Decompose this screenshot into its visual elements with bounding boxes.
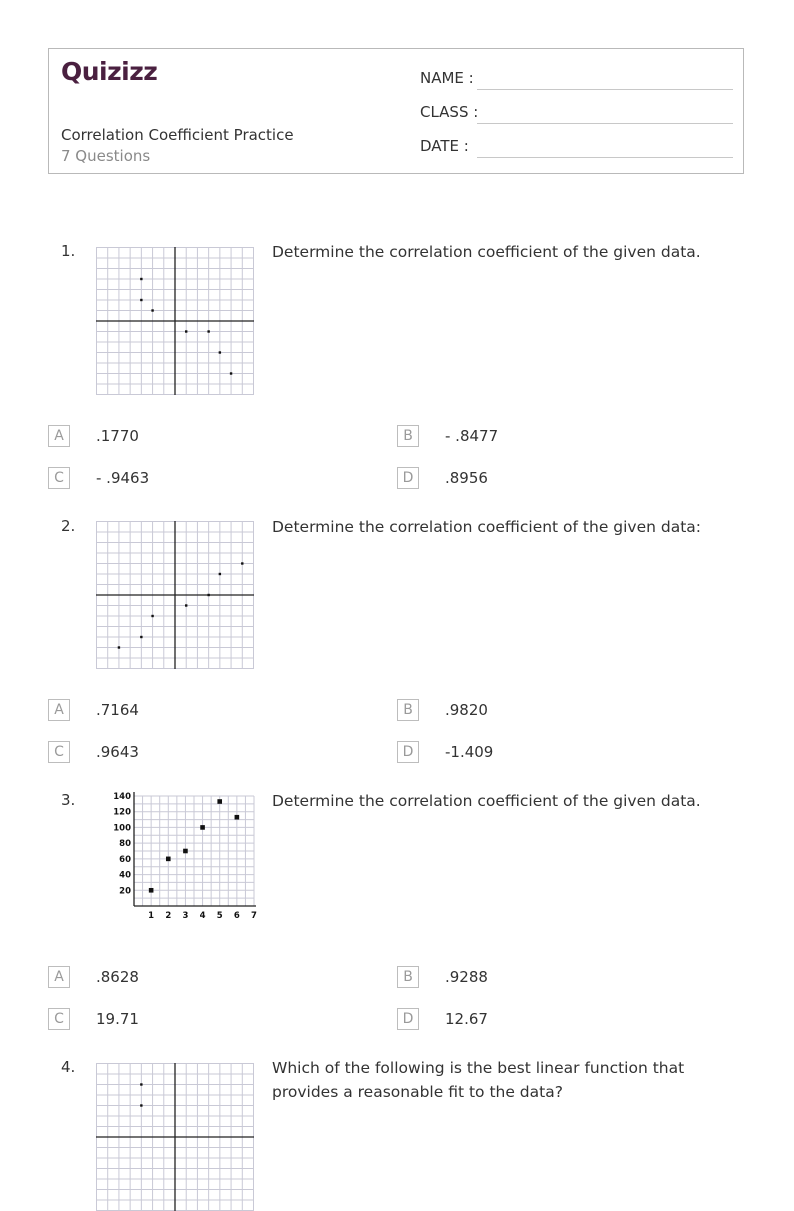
q1-option-b-text: - .8477 bbox=[445, 427, 499, 445]
q2-option-c-box[interactable]: C bbox=[48, 741, 70, 763]
question-1-number: 1. bbox=[61, 242, 76, 260]
y-tick-label: 60 bbox=[119, 854, 131, 865]
data-point bbox=[149, 888, 154, 893]
question-3-text: Determine the correlation coefficient of the given data. bbox=[272, 792, 701, 810]
question-count: 7 Questions bbox=[61, 147, 151, 165]
data-point bbox=[140, 636, 142, 638]
data-point bbox=[140, 299, 142, 301]
question-4-number: 4. bbox=[61, 1058, 76, 1076]
data-point bbox=[118, 646, 120, 648]
data-point bbox=[183, 849, 188, 854]
question-3-graph bbox=[104, 788, 260, 928]
name-label: NAME : bbox=[420, 69, 474, 87]
data-point bbox=[140, 1104, 142, 1106]
q1-option-c-box[interactable]: C bbox=[48, 467, 70, 489]
class-line bbox=[477, 123, 733, 124]
q3-option-a-box[interactable]: A bbox=[48, 966, 70, 988]
q3-option-b-box[interactable]: B bbox=[397, 966, 419, 988]
data-point bbox=[140, 278, 142, 280]
x-tick-label: 6 bbox=[233, 911, 240, 921]
question-2-number: 2. bbox=[61, 517, 76, 535]
data-point bbox=[217, 799, 222, 804]
q2-option-a-box[interactable]: A bbox=[48, 699, 70, 721]
q2-option-c-text: .9643 bbox=[96, 743, 139, 761]
question-1-text: Determine the correlation coefficient of the given data. bbox=[272, 243, 701, 261]
data-point bbox=[207, 330, 209, 332]
quizizz-logo: Quizizz bbox=[61, 57, 158, 86]
x-tick-label: 4 bbox=[199, 911, 206, 921]
date-label: DATE : bbox=[420, 137, 469, 155]
x-tick-label: 2 bbox=[165, 911, 172, 921]
x-tick-label: 3 bbox=[182, 911, 189, 921]
q1-option-a-text: .1770 bbox=[96, 427, 139, 445]
x-tick-label: 1 bbox=[148, 911, 155, 921]
data-point bbox=[235, 815, 240, 820]
data-point bbox=[200, 825, 205, 830]
q3-option-c-box[interactable]: C bbox=[48, 1008, 70, 1030]
question-4-graph bbox=[96, 1063, 254, 1211]
question-1-graph bbox=[96, 247, 254, 395]
q3-option-d-text: 12.67 bbox=[445, 1010, 488, 1028]
q2-option-b-box[interactable]: B bbox=[397, 699, 419, 721]
class-field[interactable] bbox=[420, 103, 733, 127]
q1-option-d-text: .8956 bbox=[445, 469, 488, 487]
worksheet-header bbox=[48, 48, 744, 174]
x-tick-label: 5 bbox=[216, 911, 223, 921]
y-tick-label: 40 bbox=[119, 870, 131, 881]
q3-option-c-text: 19.71 bbox=[96, 1010, 139, 1028]
question-4-text: Which of the following is the best linear function that provides a reasonable fit to the data? bbox=[272, 1059, 685, 1101]
data-point bbox=[241, 562, 243, 564]
data-point bbox=[151, 615, 153, 617]
q2-option-d-text: -1.409 bbox=[445, 743, 494, 761]
q3-option-d-box[interactable]: D bbox=[397, 1008, 419, 1030]
data-point bbox=[185, 604, 187, 606]
data-point bbox=[230, 372, 232, 374]
q2-option-a-text: .7164 bbox=[96, 701, 139, 719]
question-3-number: 3. bbox=[61, 791, 76, 809]
x-tick-label: 7 bbox=[251, 911, 257, 921]
q1-option-b-box[interactable]: B bbox=[397, 425, 419, 447]
data-point bbox=[219, 573, 221, 575]
y-tick-label: 140 bbox=[113, 792, 131, 802]
y-tick-label: 80 bbox=[119, 839, 131, 850]
question-2-text: Determine the correlation coefficient of the given data: bbox=[272, 518, 702, 536]
y-tick-label: 100 bbox=[113, 823, 131, 834]
date-field[interactable] bbox=[420, 137, 733, 161]
data-point bbox=[219, 351, 221, 353]
data-point bbox=[185, 330, 187, 332]
q1-option-a-box[interactable]: A bbox=[48, 425, 70, 447]
data-point bbox=[166, 857, 171, 862]
q3-option-a-text: .8628 bbox=[96, 968, 139, 986]
data-point bbox=[140, 1083, 142, 1085]
q1-option-d-box[interactable]: D bbox=[397, 467, 419, 489]
q1-option-c-text: - .9463 bbox=[96, 469, 150, 487]
q3-option-b-text: .9288 bbox=[445, 968, 488, 986]
class-label: CLASS : bbox=[420, 103, 479, 121]
date-line bbox=[477, 157, 733, 158]
worksheet-title: Correlation Coefficient Practice bbox=[61, 126, 294, 144]
y-tick-label: 20 bbox=[119, 886, 131, 897]
q2-option-d-box[interactable]: D bbox=[397, 741, 419, 763]
question-2-graph bbox=[96, 521, 254, 669]
name-line bbox=[477, 89, 733, 90]
y-tick-label: 120 bbox=[113, 807, 131, 818]
data-point bbox=[151, 309, 153, 311]
data-point bbox=[207, 594, 209, 596]
name-field[interactable] bbox=[420, 69, 733, 93]
q2-option-b-text: .9820 bbox=[445, 701, 488, 719]
